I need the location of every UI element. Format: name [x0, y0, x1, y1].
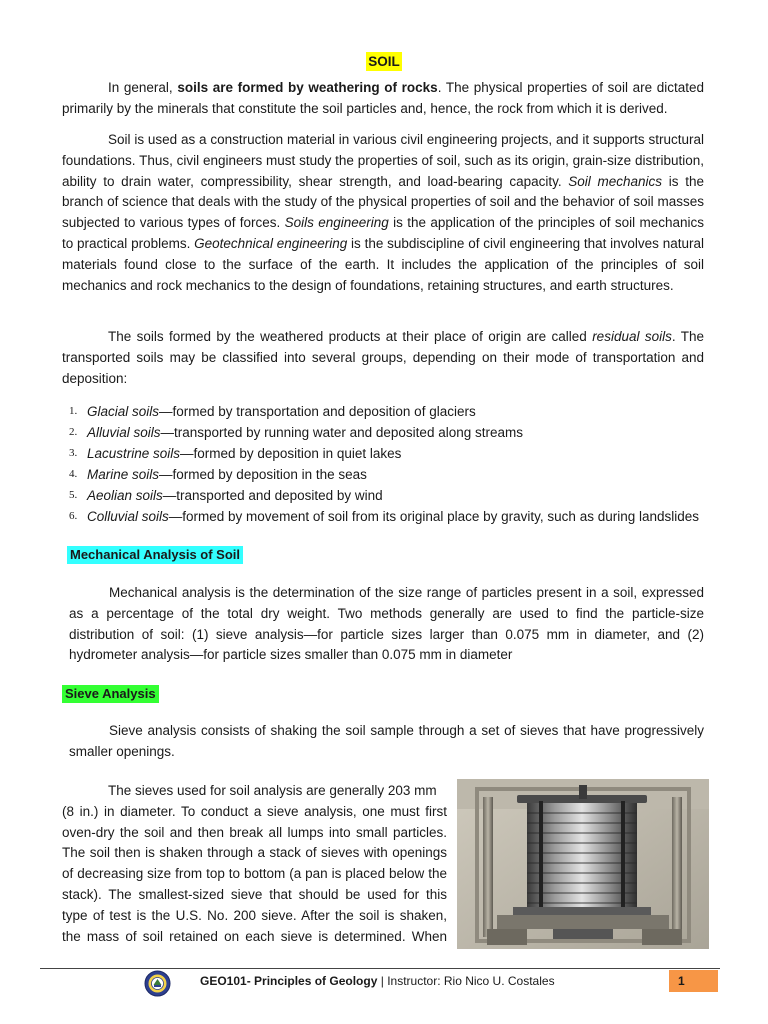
- list-item: 6. Colluvial soils—formed by movement of soil from its original place by gravity, such as during landslides: [69, 509, 700, 524]
- text-line: stack). The smallest-sized sieve that should be used for this: [62, 886, 447, 902]
- mechanical-analysis-heading: Mechanical Analysis of Soil: [67, 546, 243, 564]
- list-item: 3. Lacustrine soils—formed by deposition in quiet lakes: [69, 446, 402, 461]
- residual-soils-paragraph: The soils formed by the weathered products at their place of origin are called residual soils. The transported soils may be classified into several groups, depending on their mode of transportation and deposition:: [62, 329, 704, 386]
- title-container: [0, 52, 768, 71]
- text-line: oven-dry the soil and then break all lumps into small particles.: [62, 824, 447, 840]
- text-line: The soil then is shaken through a stack of sieves with openings: [62, 845, 447, 861]
- footer-divider: [40, 968, 720, 969]
- footer-course-info: GEO101- Principles of Geology | Instructor: Rio Nico U. Costales: [200, 974, 555, 988]
- university-seal-icon: [144, 970, 171, 997]
- mechanical-analysis-paragraph: Mechanical analysis is the determination of the size range of particles present in a soil, expressed as a percentage of the total dry weight. Two methods generally are used to find the particle-size distribution of soil: (1) sieve analysis—for particle sizes larger than 0.075 mm in diameter, and (2) hydrometer analysis—for particle sizes smaller than 0.075 mm in diameter: [69, 585, 704, 663]
- list-item: 5. Aeolian soils—transported and deposited by wind: [69, 488, 383, 503]
- footer-instructor: Instructor: Rio Nico U. Costales: [387, 974, 555, 988]
- text-line: type of test is the U.S. No. 200 sieve. After the soil is shaken,: [62, 907, 447, 923]
- document-title: SOIL: [368, 54, 400, 69]
- page-number: 1: [669, 970, 718, 992]
- sieve-analysis-heading: Sieve Analysis: [62, 685, 159, 703]
- soil-types-list: [62, 401, 722, 527]
- text-line: the mass of soil retained on each sieve is determined. When: [62, 928, 447, 944]
- list-item: 2. Alluvial soils—transported by running water and deposited along streams: [69, 425, 523, 440]
- list-item: 1. Glacial soils—formed by transportation and deposition of glaciers: [69, 404, 476, 419]
- soil-engineering-paragraph: Soil is used as a construction material in various civil engineering projects, and it supports structural foundations. Thus, civil engineers must study the properties of soil, such as its origin, grain-size distribution, ability to drain water, compressibility, shear strength, and load-bearing capacity. Soil mechanics is the branch of science that deals with the study of the physical properties of soil and the behavior of soil masses subjected to various types of forces. Soils engineering is the application of the principles of soil mechanics to practical problems. Geotechnical engineering is the subdiscipline of civil engineering that involves natural materials found close to the surface of the earth. It includes the application of the principles of soil mechanics and rock mechanics to the design of foundations, retaining structures, and earth structures.: [62, 132, 704, 293]
- list-item: 4. Marine soils—formed by deposition in the seas: [69, 467, 367, 482]
- intro-paragraph: In general, soils are formed by weathering of rocks. The physical properties of soil are dictated primarily by the minerals that constitute the soil particles and, hence, the rock from which it is derived.: [62, 80, 705, 116]
- footer-course: GEO101- Principles of Geology: [200, 974, 378, 988]
- text-line: The sieves used for soil analysis are generally 203 mm: [108, 783, 437, 798]
- text-line: (8 in.) in diameter. To conduct a sieve analysis, one must first: [62, 803, 447, 819]
- sieve-analysis-intro-paragraph: Sieve analysis consists of shaking the soil sample through a set of sieves that have progressively smaller openings.: [69, 723, 704, 759]
- text-line: of decreasing size from top to bottom (a pan is placed below the: [62, 866, 447, 882]
- sieve-description-paragraph: [62, 781, 447, 947]
- sieve-shaker-photo: [457, 779, 709, 949]
